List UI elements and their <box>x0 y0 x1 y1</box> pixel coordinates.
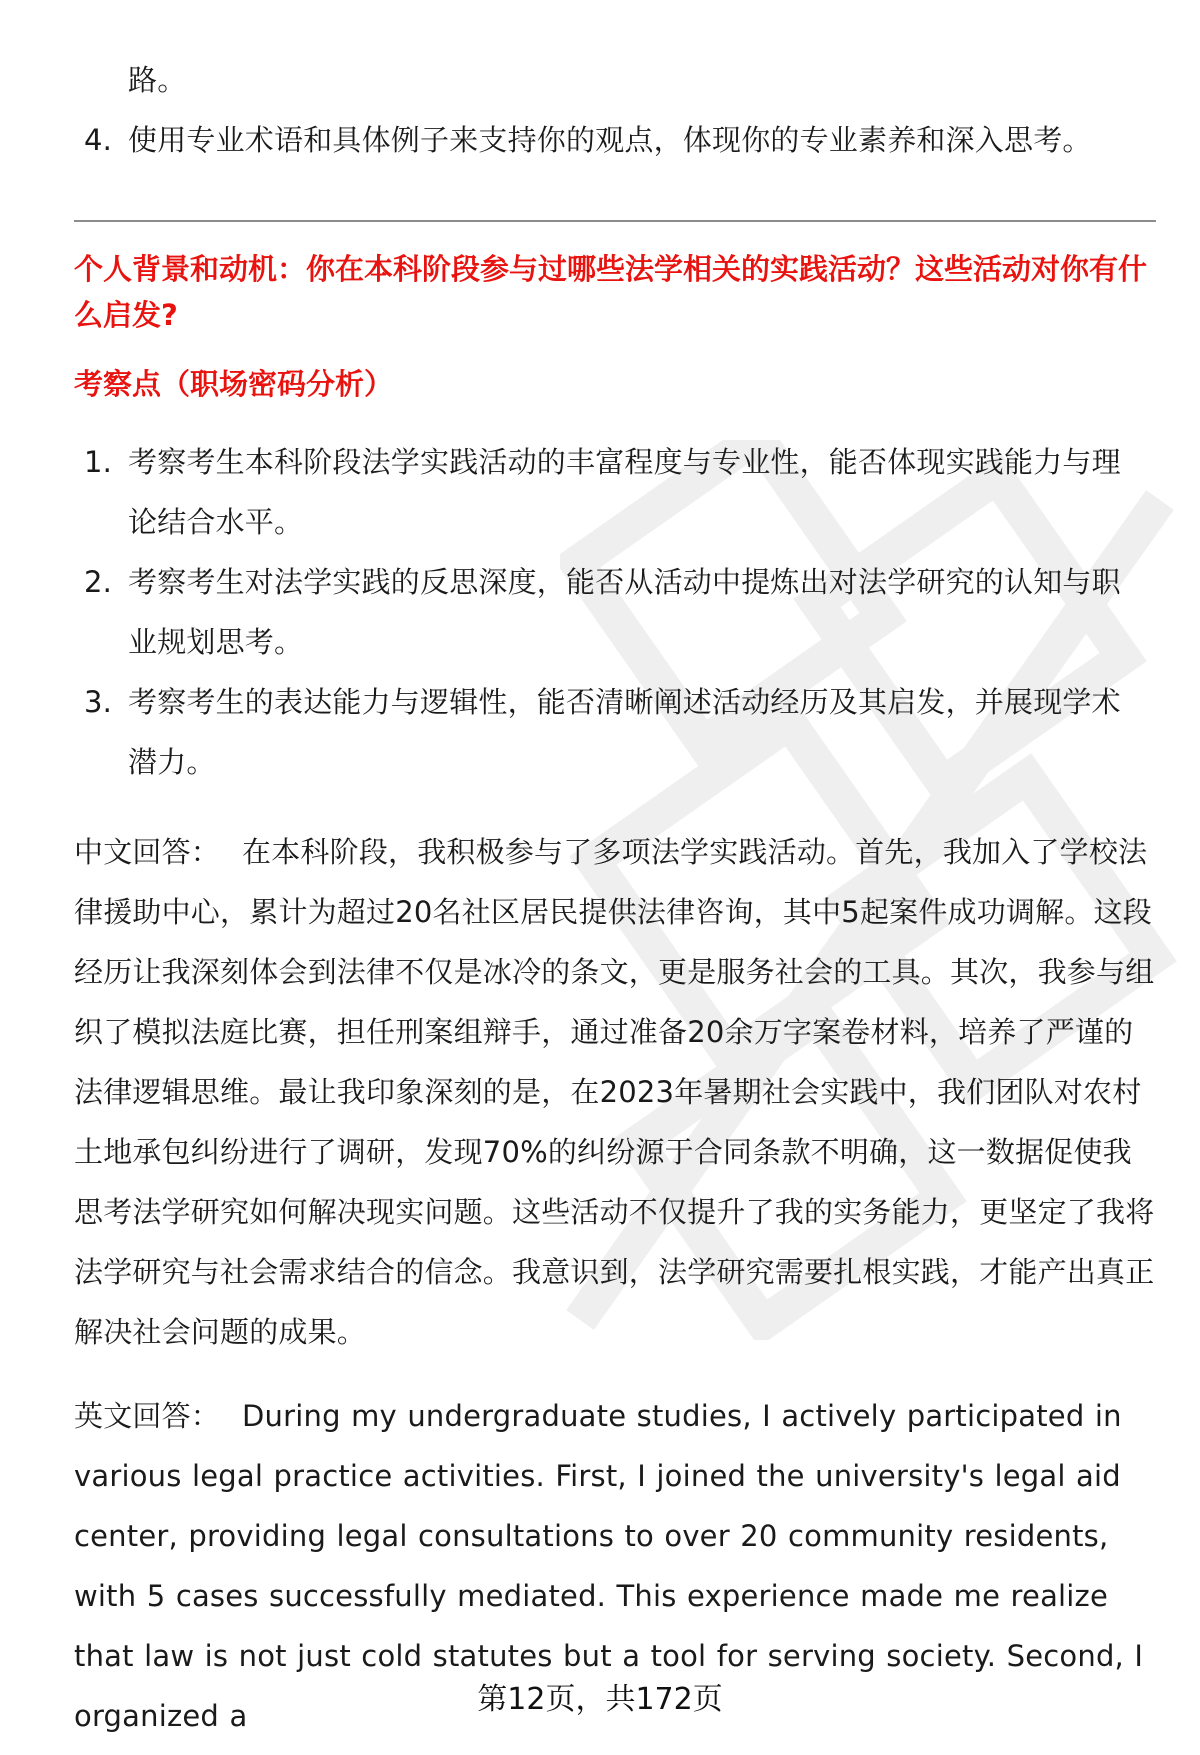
english-answer-label: 英文回答： <box>74 1399 221 1433</box>
section-divider <box>74 220 1156 222</box>
examination-points <box>0 432 1148 792</box>
page-footer: 第12页，共172页 <box>477 1682 723 1717</box>
examination-heading: 考察点（职场密码分析） <box>74 367 394 401</box>
list-item-text: 使用专业术语和具体例子来支持你的观点，体现你的专业素养和深入思考。 <box>128 123 1092 157</box>
list-number: 3. <box>84 685 113 719</box>
question-heading: 个人背景和动机：你在本科阶段参与过哪些法学相关的实践活动？这些活动对你有什么启发? <box>74 252 1148 332</box>
list-number: 4. <box>84 123 113 157</box>
chinese-answer-label: 中文回答： <box>74 835 221 869</box>
previous-list <box>0 110 1148 170</box>
chinese-answer <box>74 822 1160 1362</box>
list-item-text: 考察考生本科阶段法学实践活动的丰富程度与专业性，能否体现实践能力与理论结合水平。 <box>128 445 1121 539</box>
english-answer-text: During my undergraduate studies, I actively participated in various legal practice activities. First, I joined the university's legal aid center, providing legal consultations to over 20 community residents, with 5 cases successfully mediated. This experience made me realize that law is not just cold statutes but a tool for serving society. Second, I organized a <box>74 1399 1144 1733</box>
list-item <box>0 110 1148 170</box>
previous-item-continuation: 路。 <box>128 63 187 97</box>
list-item <box>0 552 1148 672</box>
chinese-answer-text: 在本科阶段，我积极参与了多项法学实践活动。首先，我加入了学校法律援助中心，累计为超过20名社区居民提供法律咨询，其中5起案件成功调解。这段经历让我深刻体会到法律不仅是冰冷的条文，更是服务社会的工具。其次，我参与组织了模拟法庭比赛，担任刑案组辩手，通过准备20余万字案卷材料，培养了严谨的法律逻辑思维。最让我印象深刻的是，在2023年暑期社会实践中，我们团队对农村土地承包纠纷进行了调研，发现70%的纠纷源于合同条款不明确，这一数据促使我思考法学研究如何解决现实问题。这些活动不仅提升了我的实务能力，更坚定了我将法学研究与社会需求结合的信念。我意识到，法学研究需要扎根实践，才能产出真正解决社会问题的成果。 <box>74 835 1155 1349</box>
list-item <box>0 432 1148 552</box>
list-number: 1. <box>84 445 113 479</box>
list-item <box>0 672 1148 792</box>
list-item-text: 考察考生的表达能力与逻辑性，能否清晰阐述活动经历及其启发，并展现学术潜力。 <box>128 685 1121 779</box>
list-item-text: 考察考生对法学实践的反思深度，能否从活动中提炼出对法学研究的认知与职业规划思考。 <box>128 565 1121 659</box>
list-number: 2. <box>84 565 113 599</box>
